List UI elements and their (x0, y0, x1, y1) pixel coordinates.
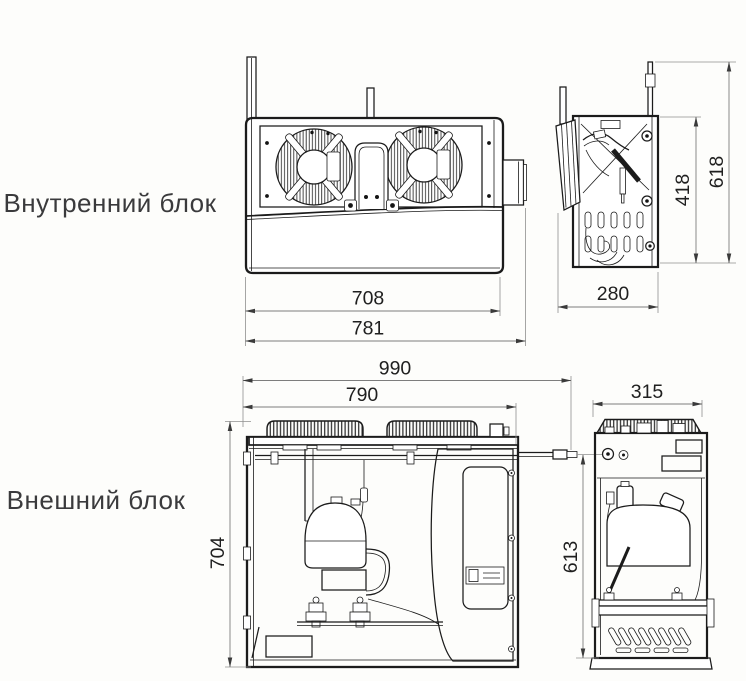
indoor-unit-front-view (246, 57, 527, 273)
top-grille (387, 421, 477, 437)
dimension-text: 708 (351, 287, 385, 310)
vent-louvers (608, 627, 692, 653)
outdoor-unit-label: Внешний блок (6, 485, 186, 515)
fan-motor (437, 150, 450, 179)
outdoor-unit-side-view (590, 420, 714, 670)
mounting-rod (648, 62, 653, 117)
fan (276, 129, 352, 205)
dimension-text: 418 (672, 173, 694, 207)
refrigerant-pipe (518, 450, 602, 459)
fan-motor (327, 152, 340, 181)
top-grille (267, 421, 363, 437)
dimension-text: 790 (345, 384, 379, 406)
dimension-text: 990 (378, 357, 412, 380)
mounting-bracket (560, 87, 566, 124)
outdoor-unit-front-view (244, 421, 603, 667)
indoor-unit-side-view (556, 62, 658, 267)
mounting-post (367, 88, 374, 120)
dimension-text: 618 (706, 155, 728, 189)
dimension-text: 704 (207, 536, 229, 570)
dimension-outdoor-side-height (560, 455, 599, 658)
fan (386, 127, 462, 203)
compressor (305, 497, 366, 568)
base-tray-opening (266, 636, 312, 657)
dimension-text: 315 (630, 381, 664, 403)
dimension-text: 613 (560, 540, 582, 574)
dimension-outdoor-side-depth (593, 381, 702, 417)
dimension-text: 781 (351, 317, 385, 340)
dimension-indoor-side-body-height (660, 117, 736, 263)
junction-box (322, 570, 366, 590)
dimension-indoor-side-total-height (655, 62, 736, 263)
dimension-text: 280 (596, 283, 630, 305)
duct-flange-side (556, 120, 580, 210)
indoor-unit-label: Внутренний блок (3, 188, 217, 218)
base-plate (590, 658, 712, 669)
cable-plug (361, 488, 368, 502)
service-door (431, 449, 514, 661)
duct-flange (503, 160, 524, 205)
